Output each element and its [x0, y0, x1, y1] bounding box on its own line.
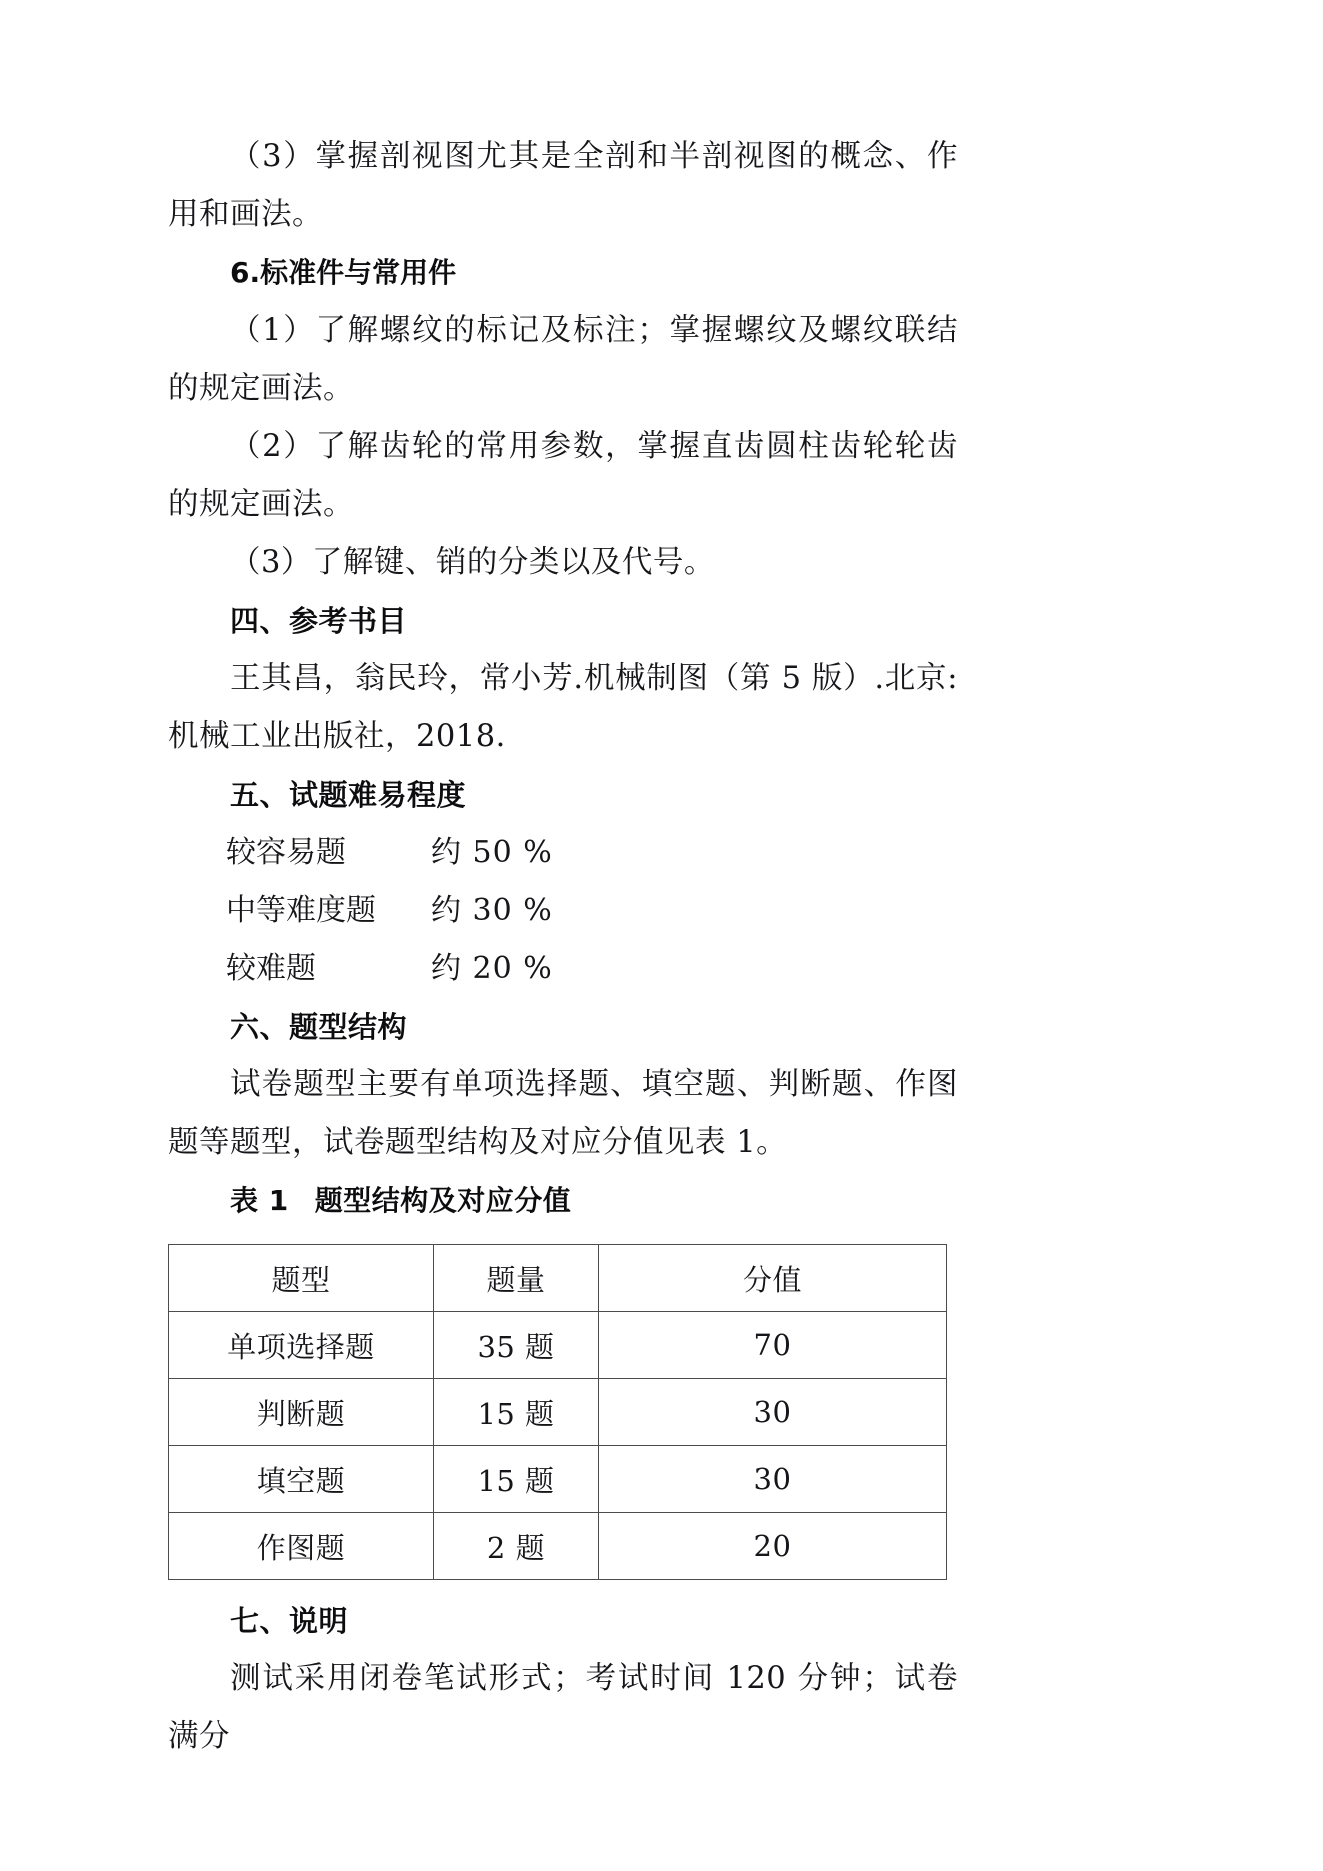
- difficulty-row: [168, 882, 958, 940]
- cell-question-count: 15 题: [434, 1379, 599, 1446]
- cell-question-type: 填空题: [169, 1446, 434, 1513]
- paragraph-6-1: （1）了解螺纹的标记及标注；掌握螺纹及螺纹联结的规定画法。: [168, 313, 958, 406]
- heading-4-references: 四、参考书目: [230, 604, 408, 638]
- page-content: [168, 128, 958, 1766]
- cell-question-score: 70: [599, 1312, 947, 1379]
- difficulty-label: 较难题: [226, 951, 316, 986]
- cell-question-count: 2 题: [434, 1513, 599, 1580]
- difficulty-label: 较容易题: [226, 835, 346, 870]
- paragraph-reference-book: 王其昌，翁民玲，常小芳.机械制图（第 5 版）.北京:机械工业出版社，2018.: [168, 661, 958, 754]
- cell-question-count: 35 题: [434, 1312, 599, 1379]
- cell-question-score: 30: [599, 1446, 947, 1513]
- cell-question-score: 20: [599, 1513, 947, 1580]
- cell-question-type: 单项选择题: [169, 1312, 434, 1379]
- paragraph-6-2: （2）了解齿轮的常用参数，掌握直齿圆柱齿轮轮齿的规定画法。: [168, 429, 958, 522]
- cell-question-score: 30: [599, 1379, 947, 1446]
- difficulty-row: [168, 940, 958, 998]
- heading-5-difficulty: 五、试题难易程度: [230, 778, 467, 812]
- difficulty-value: 约 20 %: [431, 951, 553, 986]
- table-caption-label: 表 1: [230, 1184, 289, 1217]
- heading-6-question-structure: 六、题型结构: [230, 1010, 408, 1044]
- paragraph-question-structure: 试卷题型主要有单项选择题、填空题、判断题、作图题等题型，试卷题型结构及对应分值见表 1。: [168, 1067, 958, 1160]
- paragraph-5-3: （3）掌握剖视图尤其是全剖和半剖视图的概念、作用和画法。: [168, 139, 958, 232]
- table-header-row: [169, 1245, 947, 1312]
- column-header-score: 分值: [599, 1245, 947, 1312]
- table-container: [168, 1244, 946, 1580]
- table-row: [169, 1379, 947, 1446]
- paragraph-notes: 测试采用闭卷笔试形式；考试时间 120 分钟；试卷满分: [168, 1661, 958, 1754]
- table-caption-title: 题型结构及对应分值: [314, 1184, 572, 1217]
- cell-question-type: 判断题: [169, 1379, 434, 1446]
- column-header-type: 题型: [169, 1245, 434, 1312]
- heading-7-notes: 七、说明: [230, 1604, 349, 1638]
- difficulty-value: 约 30 %: [431, 893, 553, 928]
- cell-question-type: 作图题: [169, 1513, 434, 1580]
- question-structure-table: [168, 1244, 947, 1580]
- paragraph-6-3: （3）了解键、销的分类以及代号。: [230, 545, 715, 580]
- difficulty-row: [168, 824, 958, 882]
- heading-6-standard-parts: 6.标准件与常用件: [230, 256, 457, 289]
- difficulty-label: 中等难度题: [226, 893, 376, 928]
- difficulty-value: 约 50 %: [431, 835, 553, 870]
- table-row: [169, 1446, 947, 1513]
- table-row: [169, 1513, 947, 1580]
- difficulty-list: [168, 824, 958, 998]
- cell-question-count: 15 题: [434, 1446, 599, 1513]
- table-caption: [168, 1172, 958, 1230]
- column-header-count: 题量: [434, 1245, 599, 1312]
- table-row: [169, 1312, 947, 1379]
